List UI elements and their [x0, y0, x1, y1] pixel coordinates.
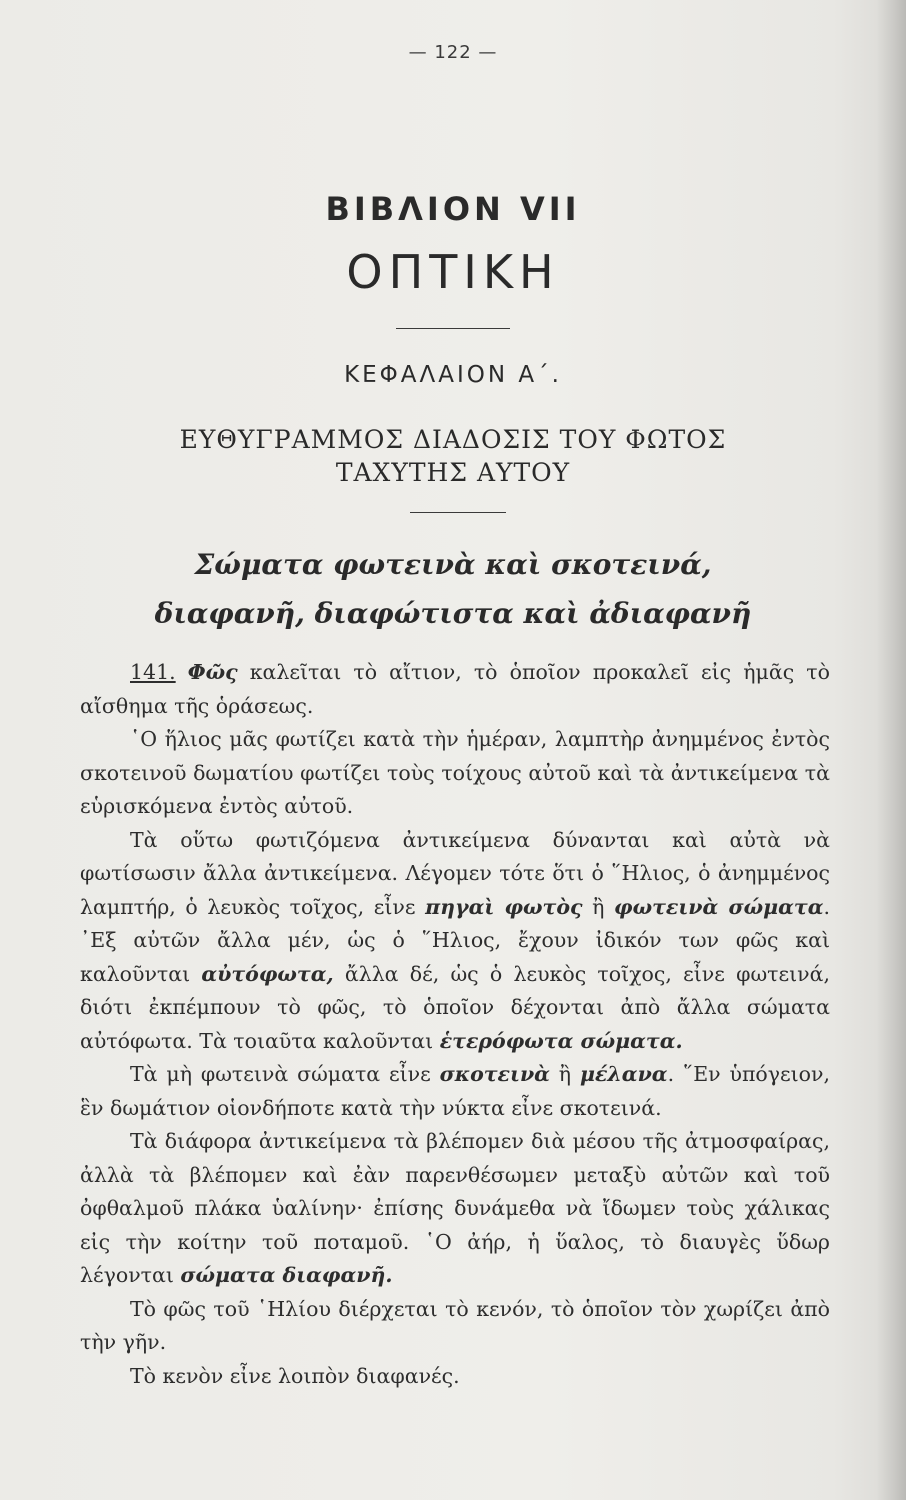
- paragraph-sun: ῾Ο ἥλιος μᾶς φωτίζει κατὰ τὴν ἡμέραν, λαμπτὴρ ἀνημμένος ἐντὸς σκοτεινοῦ δωματίου φωτίζει τοὺς τοίχους αὐτοῦ καὶ τὰ ἀντικείμενα τὰ εὑρισκόμενα ἐντὸς αὐτοῦ.: [80, 727, 830, 818]
- section-heading-line2: ΤΑΧΥΤΗΣ ΑΥΤΟΥ: [335, 458, 571, 487]
- text-run: Τὰ μὴ φωτεινὰ σώματα εἶνε: [130, 1062, 440, 1086]
- term-illuminated-bodies: ἑτερόφωτα σώματα.: [439, 1028, 683, 1053]
- book-heading: ΒΙΒΛΙΟΝ VII: [325, 190, 581, 228]
- paragraph-text: καλεῖται τὸ αἴτιον, τὸ ὁποῖον προκαλεῖ εἰς ἡμᾶς τὸ αἴσθημα τῆς ὁράσεως.: [80, 660, 830, 718]
- term-dark: σκοτεινὰ: [439, 1062, 550, 1086]
- paragraph-vacuum-conclusion: Τὸ κενὸν εἶνε λοιπὸν διαφανές.: [130, 1363, 460, 1388]
- chapter-heading: ΚΕΦΑΛΑΙΟΝ Α΄.: [344, 362, 562, 388]
- subsection-heading-line1: Σώματα φωτεινὰ καὶ σκοτεινά,: [194, 548, 712, 581]
- page-number: — 122 —: [408, 42, 498, 63]
- paragraph-dark-bodies: [80, 1058, 830, 1125]
- term-luminous-bodies: φωτεινὰ σώματα: [614, 894, 824, 919]
- text-run: Τὰ διάφορα ἀντικείμενα τὰ βλέπομεν διὰ μέσου τῆς ἀτμοσφαίρας, ἀλλὰ τὰ βλέπομεν καὶ ἐὰν παρενθέσωμεν μεταξὺ αὐτῶν καὶ τοῦ ὀφθαλμοῦ πλάκα ὑαλίνην· ἐπίσης δυνάμεθα νὰ ἴδωμεν τοὺς χάλικας εἰς τὴν κοίτην τοῦ ποταμοῦ. ῾Ο ἀήρ, ἡ ὕαλος, τὸ διαυγὲς ὕδωρ λέγονται: [80, 1129, 830, 1287]
- term-self-luminous: αὐτόφωτα,: [201, 961, 334, 986]
- text-run: ἢ: [549, 1062, 580, 1086]
- paragraph-141: [80, 656, 830, 723]
- body-text: [80, 656, 830, 1393]
- term-transparent-bodies: σώματα διαφανῆ.: [180, 1263, 393, 1287]
- term-black: μέλανα: [579, 1062, 668, 1086]
- title-divider: [396, 328, 510, 329]
- text-run: ἄλλα δέ, ὡς ὁ λευκὸς τοῖχος, εἶνε φωτεινά, διότι ἐκπέμπουν τὸ φῶς, τὸ ὁποῖον δέχονται ἀπὸ ἄλλα σώματα αὐτόφωτα. Τὰ τοιαῦτα καλοῦνται: [80, 961, 830, 1053]
- section-heading-line1: ΕΥΘΥΓΡΑΜΜΟΣ ΔΙΑΔΟΣΙΣ ΤΟΥ ΦΩΤΟΣ: [179, 425, 727, 454]
- paragraph-light-sources: [80, 824, 830, 1059]
- book-title: ΟΠΤΙΚΗ: [346, 245, 560, 299]
- paragraph-transparent: [80, 1125, 830, 1293]
- paragraph-number: 141.: [130, 660, 176, 684]
- term-light: Φῶς: [187, 660, 238, 684]
- term-light-sources: πηγαὶ φωτὸς: [425, 894, 583, 919]
- text-run: . ᾿Εξ αὐτῶν ἄλλα μέν, ὡς ὁ ῞Ηλιος, ἔχουν ἰδικόν των φῶς καὶ καλοῦνται: [80, 894, 830, 986]
- text-run: Τὰ οὕτω φωτιζόμενα ἀντικείμενα δύνανται καὶ αὐτὰ νὰ φωτίσωσιν ἄλλα ἀντικείμενα. Λέγομεν τότε ὅτι ὁ ῞Ηλιος, ὁ ἀνημμένος λαμπτήρ, ὁ λευκὸς τοῖχος, εἶνε: [80, 827, 830, 919]
- subsection-heading-line2: διαφανῆ, διαφώτιστα καὶ ἀδιαφανῆ: [154, 597, 752, 630]
- text-run: ἢ: [582, 894, 615, 919]
- section-divider: [410, 512, 506, 513]
- text-run: . ῞Εν ὑπόγειον, ἓν δωμάτιον οἱονδήποτε κατὰ τὴν νύκτα εἶνε σκοτεινά.: [80, 1062, 830, 1120]
- paragraph-vacuum: Τὸ φῶς τοῦ ῾Ηλίου διέρχεται τὸ κενόν, τὸ ὁποῖον τὸν χωρίζει ἀπὸ τὴν γῆν.: [80, 1296, 830, 1354]
